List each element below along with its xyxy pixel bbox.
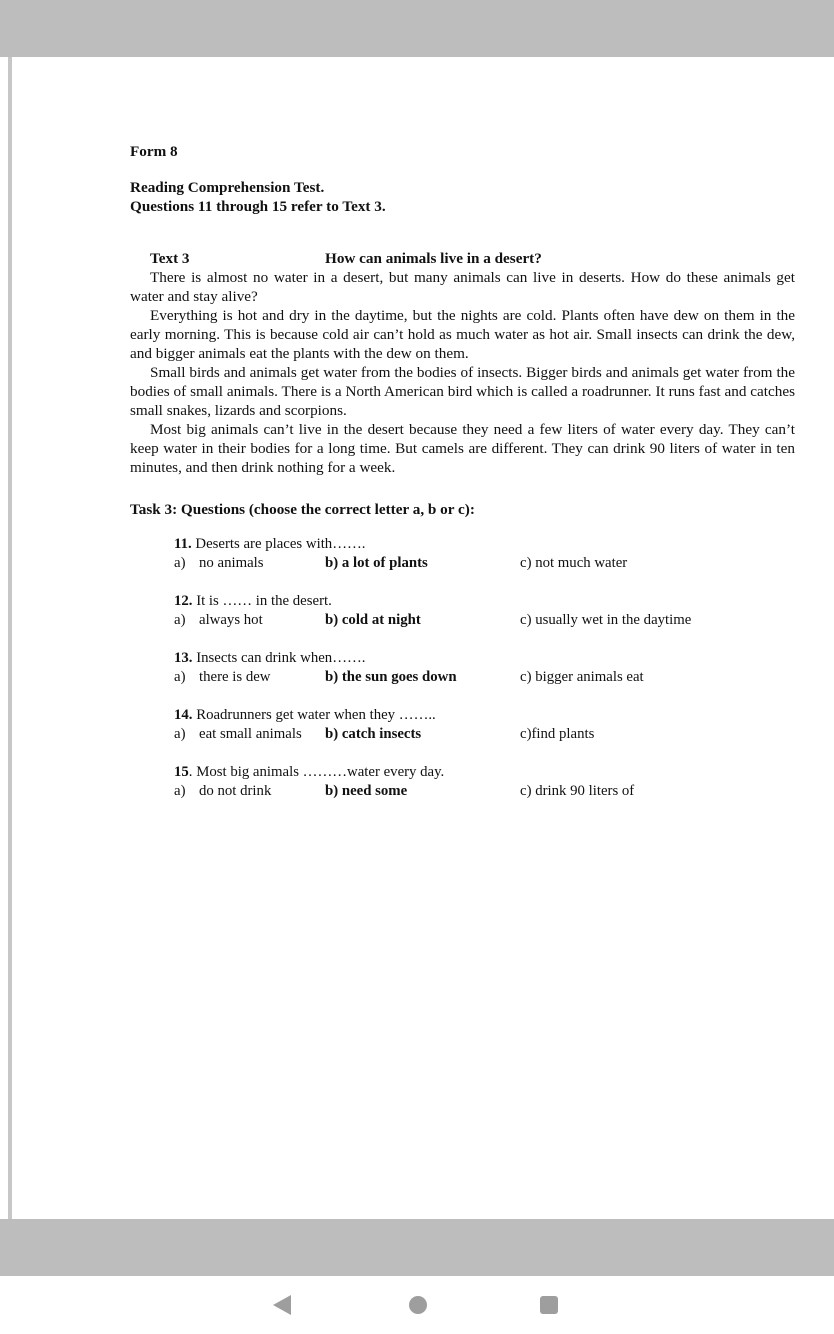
option-b: b) cold at night — [325, 612, 421, 628]
option-c: c) not much water — [520, 555, 628, 571]
option-b: b) catch insects — [325, 726, 422, 742]
question-text: Deserts are places with……. — [191, 536, 366, 552]
question-stem — [174, 706, 795, 725]
question-options — [174, 782, 795, 801]
question-number: 14. — [174, 707, 193, 723]
option-a-label: a) — [174, 555, 186, 571]
question-number: 13. — [174, 650, 193, 666]
home-icon[interactable] — [409, 1296, 427, 1314]
question-text: . Most big animals ………water every day. — [188, 764, 445, 780]
option-c: c) drink 90 liters of — [520, 783, 635, 799]
option-b: b) a lot of plants — [325, 555, 428, 571]
option-b: b) the sun goes down — [325, 669, 457, 685]
option-a-label: a) — [174, 783, 186, 799]
viewer-bottom-bar — [0, 1219, 834, 1276]
question-options — [174, 554, 795, 573]
question-14 — [174, 706, 795, 744]
option-a-text: eat small animals — [199, 726, 302, 742]
test-title: Reading Comprehension Test. — [130, 179, 325, 196]
option-a-label: a) — [174, 726, 186, 742]
paragraph-1: There is almost no water in a desert, but many animals can live in deserts. How do these animals get water and stay alive? — [130, 269, 795, 305]
page-edge-divider — [8, 57, 12, 1219]
option-c: c) bigger animals eat — [520, 669, 644, 685]
document-page — [130, 142, 795, 820]
recent-apps-icon[interactable] — [540, 1296, 558, 1314]
option-a-text: always hot — [199, 612, 263, 628]
option-a — [174, 611, 263, 630]
text-title: How can animals live in a desert? — [325, 250, 542, 267]
form-title: Form 8 — [130, 143, 178, 160]
question-12 — [174, 592, 795, 630]
question-number: 12. — [174, 593, 193, 609]
test-header — [130, 178, 795, 216]
viewer-top-bar — [0, 0, 834, 57]
questions-reference: Questions 11 through 15 refer to Text 3. — [130, 198, 386, 215]
question-stem — [174, 535, 795, 554]
option-a-text: no animals — [199, 555, 264, 571]
question-number: 15 — [174, 764, 189, 780]
question-options — [174, 668, 795, 687]
paragraph-3: Small birds and animals get water from the bodies of insects. Bigger birds and animals get water from the bodies of small animals. There is a North American bird which is called a roadrunner. It runs fast and catches small snakes, lizards and scorpions. — [130, 364, 795, 419]
question-15 — [174, 763, 795, 801]
option-a — [174, 554, 264, 573]
question-list — [130, 535, 795, 801]
reading-text — [130, 249, 795, 477]
reading-text-header — [130, 249, 795, 268]
question-text: It is …… in the desert. — [192, 593, 332, 609]
text-label: Text 3 — [150, 250, 190, 267]
question-number: 11. — [174, 536, 192, 552]
question-stem — [174, 649, 795, 668]
option-a — [174, 725, 302, 744]
question-stem — [174, 763, 795, 782]
paragraph-4: Most big animals can’t live in the desert because they need a few liters of water every day. They can’t keep water in their bodies for a long time. But camels are different. They can drink 90 liters of water in ten minutes, and then drink nothing for a week. — [130, 421, 795, 476]
task-title: Task 3: Questions (choose the correct letter a, b or c): — [130, 501, 475, 518]
option-a-label: a) — [174, 669, 186, 685]
option-a-text: there is dew — [199, 669, 271, 685]
question-text: Roadrunners get water when they …….. — [192, 707, 436, 723]
option-a — [174, 782, 271, 801]
option-a-text: do not drink — [199, 783, 272, 799]
option-a — [174, 668, 271, 687]
back-icon[interactable] — [273, 1295, 291, 1315]
option-a-label: a) — [174, 612, 186, 628]
option-c: c) usually wet in the daytime — [520, 612, 692, 628]
question-stem — [174, 592, 795, 611]
question-options — [174, 725, 795, 744]
question-11 — [174, 535, 795, 573]
option-c: c)find plants — [520, 726, 595, 742]
question-options — [174, 611, 795, 630]
question-13 — [174, 649, 795, 687]
option-b: b) need some — [325, 783, 408, 799]
paragraph-2: Everything is hot and dry in the daytime, but the nights are cold. Plants often have dew on them in the early morning. This is because cold air can’t hold as much water as hot air. Small insects can drink the dew, and bigger animals eat the plants with the dew on them. — [130, 307, 795, 362]
question-text: Insects can drink when……. — [192, 650, 366, 666]
